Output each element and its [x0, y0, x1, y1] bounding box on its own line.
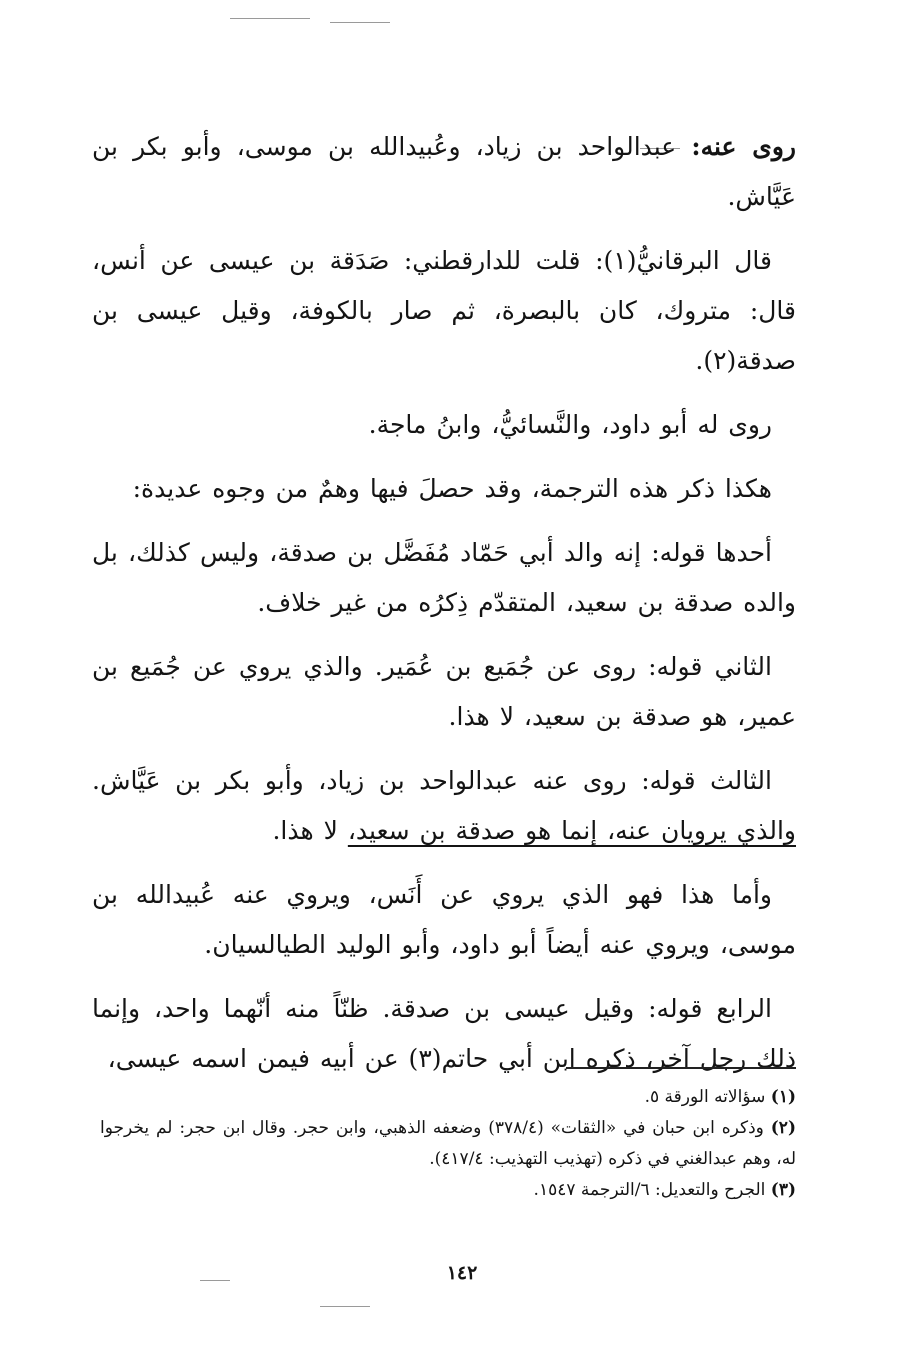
paragraph-first-error — [92, 528, 796, 628]
paragraph-narrated-by — [92, 400, 796, 450]
paragraph-tail: لا هذا. — [272, 816, 338, 845]
paragraph-third-error — [92, 756, 796, 856]
footnote-separator — [566, 1067, 796, 1069]
underlined-phrase: والذي يرويان عنه، إنما هو صدقة بن سعيد، — [347, 816, 796, 845]
scan-mark — [320, 1306, 370, 1307]
footnote-text: وذكره ابن حبان في «الثقات» (٣٧٨/٤) وضعفه الذهبي، وابن حجر. وقال ابن حجر: لم يخرجوا له، وهم عبدالغني في ذكره (تهذيب التهذيب: ٤١٧/٤). — [100, 1118, 796, 1169]
paragraph-text: وأما هذا فهو الذي يروي عن أَنَس، ويروي عنه عُبيدالله بن موسى، ويروي عنه أيضاً أبو داود، وأبو الوليد الطيالسيان. — [92, 880, 796, 959]
main-text — [92, 122, 796, 1098]
footnote-number: (٢) — [770, 1118, 796, 1138]
paragraph-text: عبدالواحد بن زياد، وعُبيدالله بن موسى، وأبو بكر بن عَيَّاش. — [92, 132, 796, 211]
footnote-number: (٣) — [770, 1180, 796, 1200]
paragraph-correction — [92, 870, 796, 970]
paragraph-errors-intro — [92, 464, 796, 514]
footnote-2 — [100, 1113, 796, 1175]
footnote-text: سؤالاته الورقة ٥. — [644, 1087, 766, 1107]
paragraph-text: أحدها قوله: إنه والد أبي حَمّاد مُفَضَّل بن صدقة، وليس كذلك، بل والده صدقة بن سعيد، المتقدّم ذِكرُه من غير خلاف. — [92, 538, 796, 617]
scan-mark — [200, 1280, 230, 1281]
footnote-number: (١) — [770, 1087, 796, 1107]
paragraph-text: الثاني قوله: روى عن جُمَيع بن عُمَير. والذي يروي عن جُمَيع بن عمير، هو صدقة بن سعيد، لا هذا. — [92, 652, 796, 731]
paragraph-text: الثالث قوله: روى عنه عبدالواحد بن زياد، وأبو بكر بن عَيَّاش. — [92, 766, 772, 795]
page-number: ١٤٢ — [446, 1262, 478, 1284]
paragraph-text: قال البرقانيُّ(١): قلت للدارقطني: صَدَقة بن عيسى عن أنس، قال: متروك، كان بالبصرة، ثم صار بالكوفة، وقيل عيسى بن صدقة(٢). — [92, 246, 796, 375]
footnote-3 — [100, 1175, 796, 1206]
paragraph-barqani — [92, 236, 796, 386]
footnotes — [100, 1082, 796, 1206]
paragraph-text: روى له أبو داود، والنَّسائيُّ، وابنُ ماجة. — [368, 410, 772, 439]
footnote-text: الجرح والتعديل: ٦/الترجمة ١٥٤٧. — [533, 1180, 766, 1200]
footnote-1 — [100, 1082, 796, 1113]
paragraph-narrators — [92, 122, 796, 222]
paragraph-text: هكذا ذكر هذه الترجمة، وقد حصلَ فيها وهمٌ من وجوه عديدة: — [132, 474, 772, 503]
scan-mark — [230, 18, 310, 19]
scan-mark — [330, 22, 390, 23]
paragraph-second-error — [92, 642, 796, 742]
paragraph-fourth-error — [92, 984, 796, 1084]
paragraph-text: الرابع قوله: وقيل عيسى بن صدقة. ظنّاً منه أنّهما واحد، وإنما ذلك رجل آخر، ذكره ابن أبي حاتم(٣) عن أبيه فيمن اسمه عيسى، — [92, 994, 796, 1073]
paragraph-lead: روى عنه: — [691, 132, 797, 161]
